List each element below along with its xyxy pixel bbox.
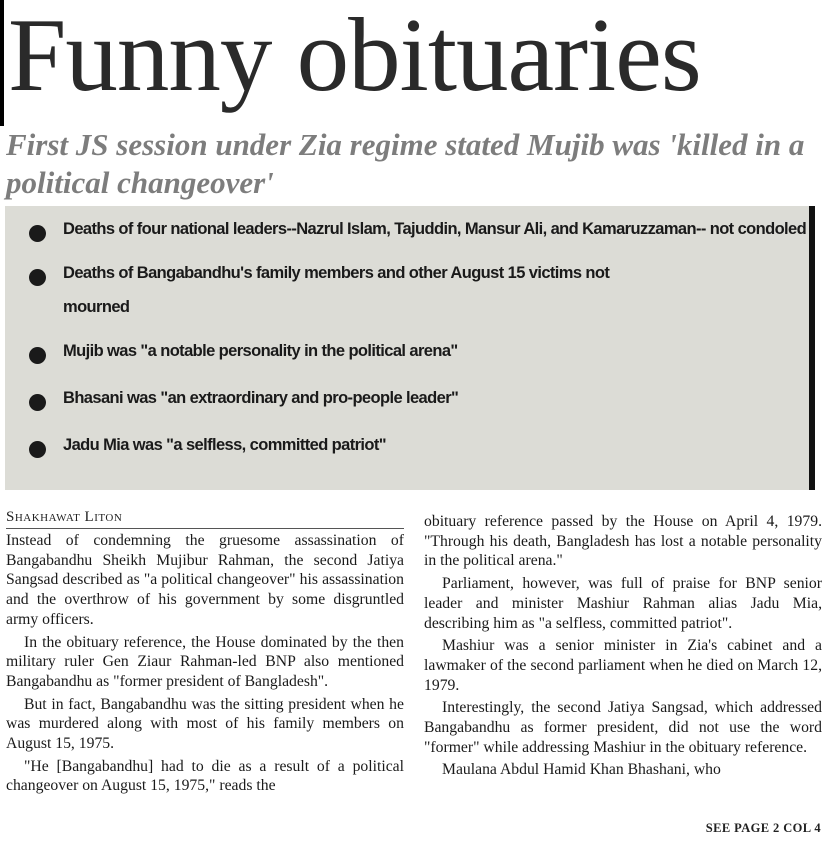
paragraph: Interestingly, the second Jatiya Sangsad, which addressed Bangabandhu as former president, did not use the word "former" while addressing Mashiur in the obituary reference. xyxy=(424,699,822,756)
highlight-text: Bhasani was "an extraordinary and pro-people leader" xyxy=(63,389,459,407)
highlight-text: Jadu Mia was "a selfless, committed patriot" xyxy=(63,436,387,454)
bullet-icon xyxy=(29,394,46,411)
highlights-box xyxy=(5,206,815,490)
article-column-2 xyxy=(424,512,822,783)
bullet-icon xyxy=(29,269,46,286)
paragraph: obituary reference passed by the House on April 4, 1979. "Through his death, Bangladesh has lost a notable personality in the political arena." xyxy=(424,513,822,570)
paragraph: Maulana Abdul Hamid Khan Bhashani, who xyxy=(442,761,721,779)
highlight-item xyxy=(29,256,809,324)
headline: Funny obituaries xyxy=(8,0,701,113)
paragraph: Parliament, however, was full of praise for BNP senior leader and minister Mashiur Rahman alias Jadu Mia, describing him as "a selfless, committed patriot". xyxy=(424,575,822,632)
paragraph: Instead of condemning the gruesome assassination of Bangabandhu Sheikh Mujibur Rahman, the second Jatiya Sangsad described as "a political changeover" his assassination and the overthrow of his government by some disgruntled army officers. xyxy=(6,532,404,628)
highlight-item xyxy=(29,428,809,462)
bullet-icon xyxy=(29,347,46,364)
bullet-icon xyxy=(29,225,46,242)
highlight-text: Mujib was "a notable personality in the political arena" xyxy=(63,342,458,360)
highlight-item xyxy=(29,381,809,415)
article-column-1 xyxy=(6,531,404,799)
byline: Shakhawat Liton xyxy=(6,509,404,529)
paragraph: Mashiur was a senior minister in Zia's cabinet and a lawmaker of the second parliament when he died on March 12, 1979. xyxy=(424,637,822,694)
highlight-item xyxy=(29,212,809,246)
highlight-text: Deaths of four national leaders--Nazrul Islam, Tajuddin, Mansur Ali, and Kamaruzzaman-- not condoled xyxy=(63,220,807,238)
paragraph: But in fact, Bangabandhu was the sitting president when he was murdered along with most of his family members on August 15, 1975. xyxy=(6,695,404,753)
paragraph: "He [Bangabandhu] had to die as a result of a political changeover on August 15, 1975," reads the xyxy=(6,757,404,795)
continuation-link[interactable]: SEE PAGE 2 COL 4 xyxy=(705,821,821,835)
highlight-text: Deaths of Bangabandhu's family members and other August 15 victims not mourned xyxy=(63,264,610,316)
bullet-icon xyxy=(29,441,46,458)
paragraph: In the obituary reference, the House dominated by the then military ruler Gen Ziaur Rahman-led BNP also mentioned Bangabandhu as "former president of Bangladesh". xyxy=(6,633,404,690)
left-rule xyxy=(0,0,4,126)
highlight-item xyxy=(29,334,809,368)
subheadline: First JS session under Zia regime stated Mujib was 'killed in a political changeover' xyxy=(6,127,805,200)
